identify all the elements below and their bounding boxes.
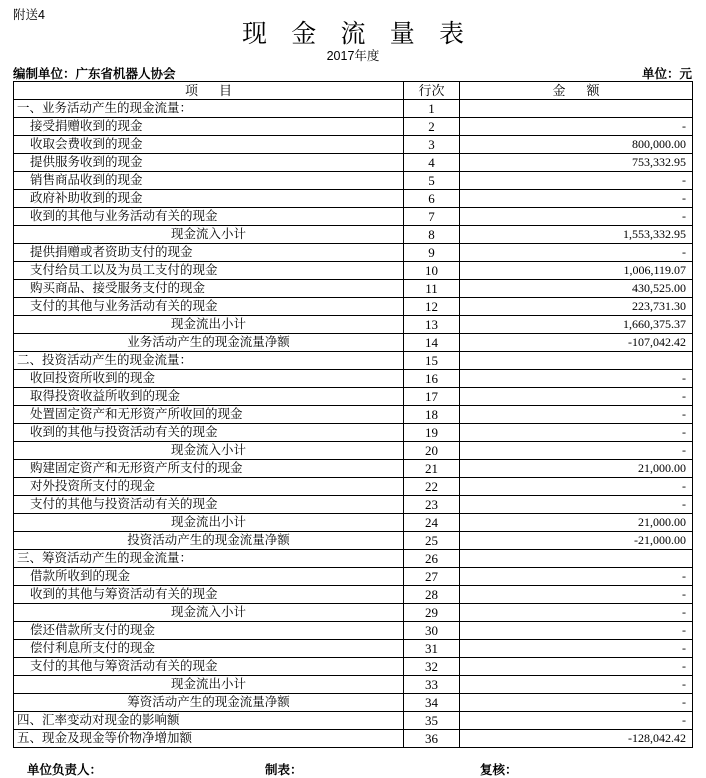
cell-amount: - bbox=[460, 478, 693, 496]
cell-amount: 1,006,119.07 bbox=[460, 262, 693, 280]
cell-amount: - bbox=[460, 658, 693, 676]
cell-amount: 430,525.00 bbox=[460, 280, 693, 298]
cell-item: 取得投资收益所收到的现金 bbox=[14, 388, 404, 406]
preparer-label: 制表： bbox=[265, 763, 303, 777]
table-row bbox=[14, 226, 693, 244]
cell-amount: - bbox=[460, 622, 693, 640]
cell-line-no: 21 bbox=[404, 460, 460, 478]
cell-item: 业务活动产生的现金流量净额 bbox=[14, 334, 404, 352]
cell-amount: - bbox=[460, 676, 693, 694]
table-row bbox=[14, 694, 693, 712]
cell-item: 收回投资所收到的现金 bbox=[14, 370, 404, 388]
table-row bbox=[14, 316, 693, 334]
table-row bbox=[14, 658, 693, 676]
table-row bbox=[14, 280, 693, 298]
cell-item: 销售商品收到的现金 bbox=[14, 172, 404, 190]
table-row bbox=[14, 190, 693, 208]
cell-amount: 1,660,375.37 bbox=[460, 316, 693, 334]
table-row bbox=[14, 244, 693, 262]
cell-item: 购建固定资产和无形资产所支付的现金 bbox=[14, 460, 404, 478]
cell-item: 支付的其他与筹资活动有关的现金 bbox=[14, 658, 404, 676]
table-row bbox=[14, 154, 693, 172]
cell-item: 偿付利息所支付的现金 bbox=[14, 640, 404, 658]
table-row bbox=[14, 442, 693, 460]
table-row bbox=[14, 532, 693, 550]
cell-amount: - bbox=[460, 496, 693, 514]
table-header-row bbox=[14, 82, 693, 100]
cell-item: 现金流入小计 bbox=[14, 604, 404, 622]
cell-item: 筹资活动产生的现金流量净额 bbox=[14, 694, 404, 712]
cell-line-no: 25 bbox=[404, 532, 460, 550]
table-row bbox=[14, 550, 693, 568]
cell-item: 接受捐赠收到的现金 bbox=[14, 118, 404, 136]
cell-item: 收到的其他与投资活动有关的现金 bbox=[14, 424, 404, 442]
cell-line-no: 23 bbox=[404, 496, 460, 514]
cell-line-no: 32 bbox=[404, 658, 460, 676]
cell-line-no: 15 bbox=[404, 352, 460, 370]
cell-line-no: 19 bbox=[404, 424, 460, 442]
cell-line-no: 12 bbox=[404, 298, 460, 316]
cell-line-no: 24 bbox=[404, 514, 460, 532]
responsible-person-label: 单位负责人： bbox=[27, 763, 103, 777]
cell-item: 政府补助收到的现金 bbox=[14, 190, 404, 208]
cell-amount: - bbox=[460, 388, 693, 406]
table-body bbox=[14, 100, 693, 748]
cell-line-no: 16 bbox=[404, 370, 460, 388]
cell-line-no: 30 bbox=[404, 622, 460, 640]
table-row bbox=[14, 568, 693, 586]
cell-item: 投资活动产生的现金流量净额 bbox=[14, 532, 404, 550]
cell-line-no: 1 bbox=[404, 100, 460, 118]
cell-amount bbox=[460, 352, 693, 370]
cell-line-no: 27 bbox=[404, 568, 460, 586]
cell-amount: -21,000.00 bbox=[460, 532, 693, 550]
table-row bbox=[14, 640, 693, 658]
cell-amount: 800,000.00 bbox=[460, 136, 693, 154]
cell-amount bbox=[460, 550, 693, 568]
table-row bbox=[14, 298, 693, 316]
table-row bbox=[14, 622, 693, 640]
cell-amount: - bbox=[460, 190, 693, 208]
cell-item: 四、汇率变动对现金的影响额 bbox=[14, 712, 404, 730]
cell-item: 提供捐赠或者资助支付的现金 bbox=[14, 244, 404, 262]
table-row bbox=[14, 172, 693, 190]
cell-amount: - bbox=[460, 118, 693, 136]
report-period-subtitle: 2017年度 bbox=[326, 49, 380, 63]
table-row bbox=[14, 262, 693, 280]
cell-amount: 753,332.95 bbox=[460, 154, 693, 172]
cell-item: 偿还借款所支付的现金 bbox=[14, 622, 404, 640]
cell-line-no: 20 bbox=[404, 442, 460, 460]
column-header-line-no: 行次 bbox=[404, 82, 460, 100]
cell-amount: - bbox=[460, 640, 693, 658]
table-row bbox=[14, 370, 693, 388]
table-row bbox=[14, 460, 693, 478]
cell-item: 对外投资所支付的现金 bbox=[14, 478, 404, 496]
cell-line-no: 18 bbox=[404, 406, 460, 424]
attachment-label: 附送4 bbox=[13, 8, 45, 22]
cell-line-no: 7 bbox=[404, 208, 460, 226]
cell-line-no: 13 bbox=[404, 316, 460, 334]
table-row bbox=[14, 478, 693, 496]
table-row bbox=[14, 352, 693, 370]
cell-amount: 1,553,332.95 bbox=[460, 226, 693, 244]
cell-line-no: 5 bbox=[404, 172, 460, 190]
table-row bbox=[14, 496, 693, 514]
table-row bbox=[14, 100, 693, 118]
table-row bbox=[14, 208, 693, 226]
table-header bbox=[14, 82, 693, 100]
column-header-amount: 金 额 bbox=[460, 82, 693, 100]
cell-amount: - bbox=[460, 586, 693, 604]
cell-item: 处置固定资产和无形资产所收回的现金 bbox=[14, 406, 404, 424]
table-row bbox=[14, 586, 693, 604]
cell-item: 收到的其他与业务活动有关的现金 bbox=[14, 208, 404, 226]
cell-amount: - bbox=[460, 370, 693, 388]
cell-item: 现金流入小计 bbox=[14, 442, 404, 460]
cell-amount: 21,000.00 bbox=[460, 460, 693, 478]
cell-line-no: 10 bbox=[404, 262, 460, 280]
cell-amount: - bbox=[460, 712, 693, 730]
table-row bbox=[14, 136, 693, 154]
cell-line-no: 28 bbox=[404, 586, 460, 604]
cell-line-no: 4 bbox=[404, 154, 460, 172]
cell-line-no: 36 bbox=[404, 730, 460, 748]
cell-item: 收到的其他与筹资活动有关的现金 bbox=[14, 586, 404, 604]
cell-line-no: 17 bbox=[404, 388, 460, 406]
cell-line-no: 26 bbox=[404, 550, 460, 568]
cell-amount: 223,731.30 bbox=[460, 298, 693, 316]
cell-line-no: 34 bbox=[404, 694, 460, 712]
cell-line-no: 9 bbox=[404, 244, 460, 262]
cell-amount: - bbox=[460, 424, 693, 442]
cell-line-no: 29 bbox=[404, 604, 460, 622]
cell-amount: - bbox=[460, 172, 693, 190]
cell-amount: -128,042.42 bbox=[460, 730, 693, 748]
cell-amount: -107,042.42 bbox=[460, 334, 693, 352]
table-row bbox=[14, 514, 693, 532]
table-row bbox=[14, 388, 693, 406]
cell-item: 一、业务活动产生的现金流量： bbox=[14, 100, 404, 118]
cell-line-no: 31 bbox=[404, 640, 460, 658]
preparer-unit-label: 编制单位：广东省机器人协会 bbox=[13, 67, 176, 81]
cell-line-no: 22 bbox=[404, 478, 460, 496]
cell-item: 现金流出小计 bbox=[14, 316, 404, 334]
table-row bbox=[14, 424, 693, 442]
cell-amount: - bbox=[460, 568, 693, 586]
table-row bbox=[14, 406, 693, 424]
cell-amount: - bbox=[460, 694, 693, 712]
cell-amount: - bbox=[460, 208, 693, 226]
cell-item: 三、筹资活动产生的现金流量： bbox=[14, 550, 404, 568]
cell-item: 支付给员工以及为员工支付的现金 bbox=[14, 262, 404, 280]
cell-amount: 21,000.00 bbox=[460, 514, 693, 532]
column-header-item: 项 目 bbox=[14, 82, 404, 100]
cell-item: 借款所收到的现金 bbox=[14, 568, 404, 586]
table-row bbox=[14, 712, 693, 730]
currency-unit-label: 单位：元 bbox=[641, 67, 692, 81]
table-row bbox=[14, 604, 693, 622]
cash-flow-table bbox=[13, 81, 693, 748]
page-title: 现 金 流 量 表 bbox=[241, 21, 473, 48]
cell-line-no: 3 bbox=[404, 136, 460, 154]
cell-amount: - bbox=[460, 406, 693, 424]
cell-item: 提供服务收到的现金 bbox=[14, 154, 404, 172]
cell-line-no: 35 bbox=[404, 712, 460, 730]
table-row bbox=[14, 676, 693, 694]
cell-line-no: 14 bbox=[404, 334, 460, 352]
cell-amount: - bbox=[460, 442, 693, 460]
cell-item: 支付的其他与投资活动有关的现金 bbox=[14, 496, 404, 514]
cell-item: 现金流出小计 bbox=[14, 514, 404, 532]
cell-item: 五、现金及现金等价物净增加额 bbox=[14, 730, 404, 748]
cell-line-no: 8 bbox=[404, 226, 460, 244]
reviewer-label: 复核： bbox=[480, 763, 518, 777]
cell-amount bbox=[460, 100, 693, 118]
cell-line-no: 33 bbox=[404, 676, 460, 694]
cell-item: 二、投资活动产生的现金流量： bbox=[14, 352, 404, 370]
table-row bbox=[14, 334, 693, 352]
cell-line-no: 11 bbox=[404, 280, 460, 298]
cell-item: 支付的其他与业务活动有关的现金 bbox=[14, 298, 404, 316]
cell-line-no: 2 bbox=[404, 118, 460, 136]
cell-line-no: 6 bbox=[404, 190, 460, 208]
cell-item: 现金流入小计 bbox=[14, 226, 404, 244]
cell-item: 现金流出小计 bbox=[14, 676, 404, 694]
cell-amount: - bbox=[460, 244, 693, 262]
signature-footer bbox=[0, 760, 706, 777]
cell-item: 收取会费收到的现金 bbox=[14, 136, 404, 154]
table-row bbox=[14, 118, 693, 136]
cell-item: 购买商品、接受服务支付的现金 bbox=[14, 280, 404, 298]
table-row bbox=[14, 730, 693, 748]
cell-amount: - bbox=[460, 604, 693, 622]
